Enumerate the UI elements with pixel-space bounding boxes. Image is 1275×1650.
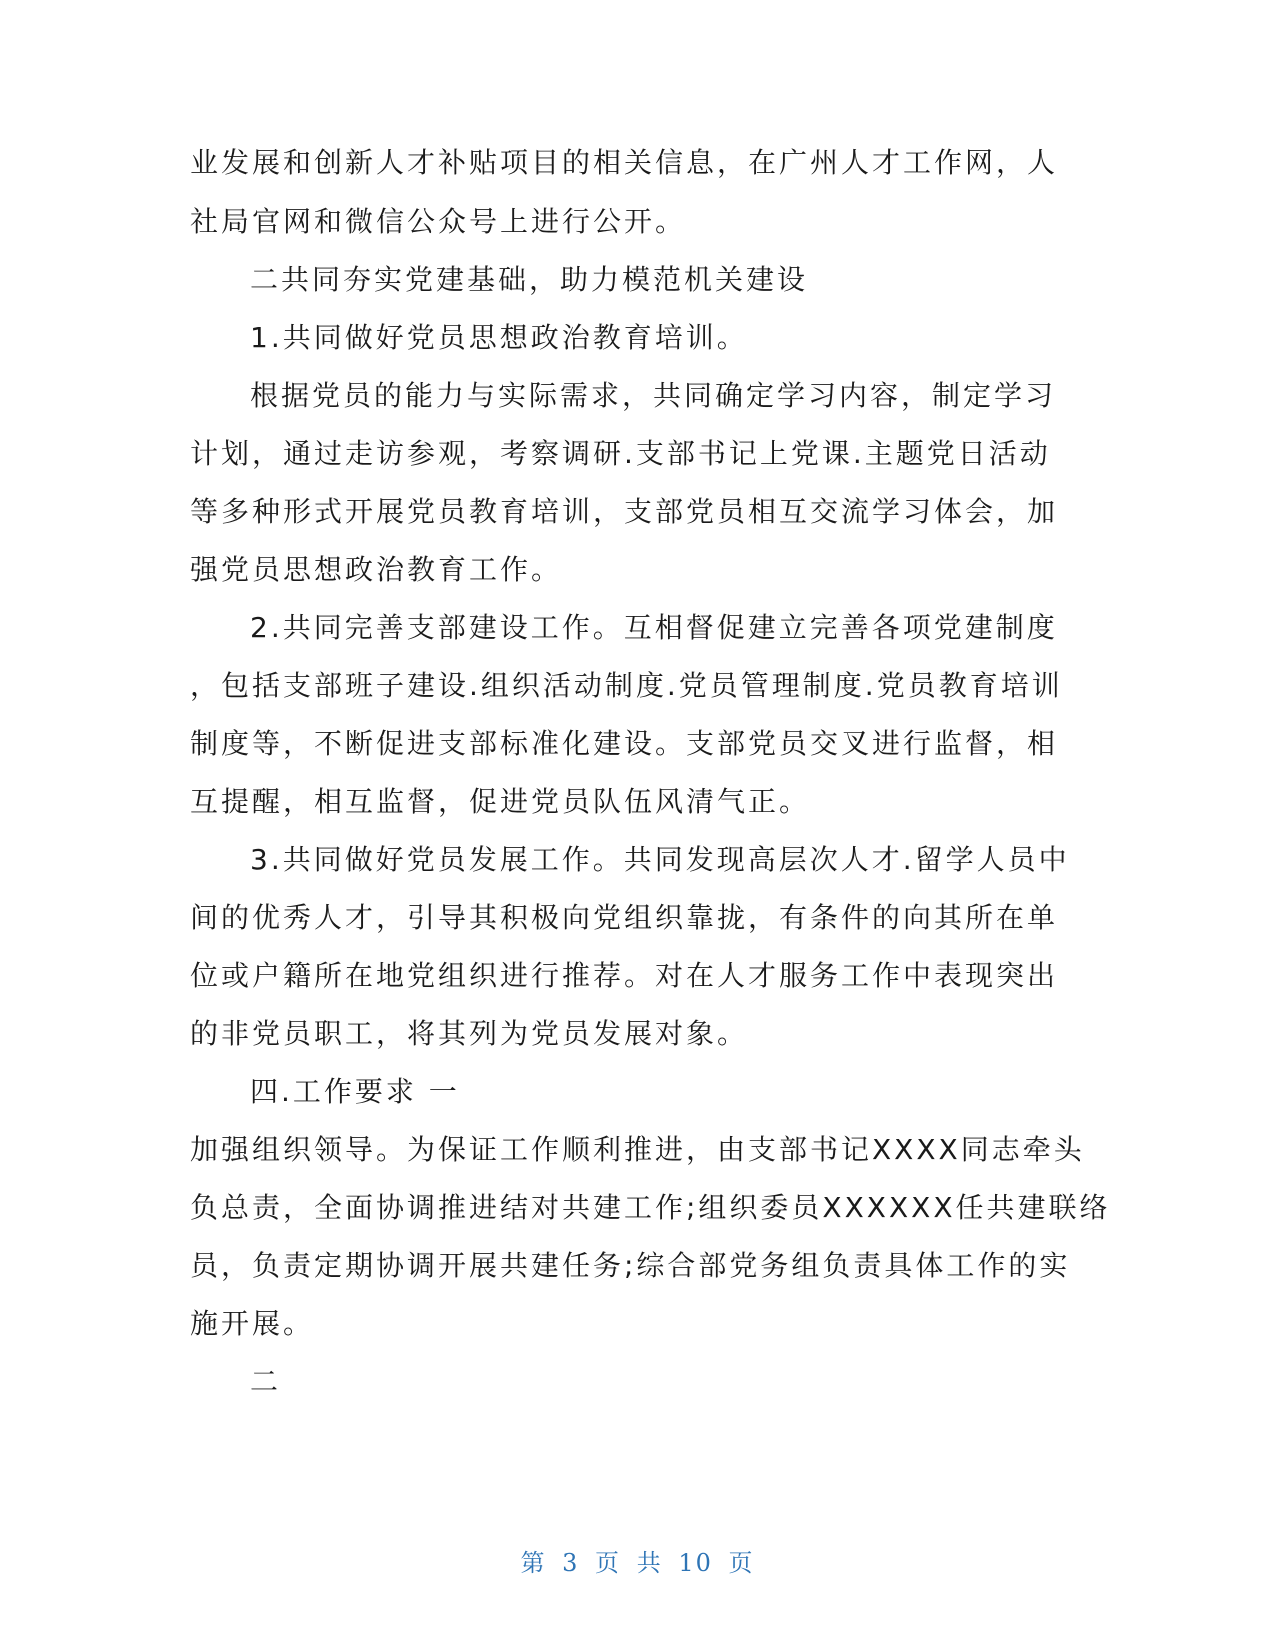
paragraph-line: 加强组织领导。为保证工作顺利推进，由支部书记XXXX同志牵头 xyxy=(190,1133,1085,1166)
paragraph-line: 互提醒，相互监督，促进党员队伍风清气正。 xyxy=(190,785,811,818)
footer-page-unit: 页 xyxy=(595,1549,622,1577)
paragraph-line: 二 xyxy=(250,1365,282,1398)
subsection-heading: 1.共同做好党员思想政治教育培训。 xyxy=(250,321,748,354)
paragraph-line: 3.共同做好党员发展工作。共同发现高层次人才.留学人员中 xyxy=(250,843,1070,876)
footer-page-number: 3 xyxy=(562,1549,580,1577)
paragraph-line: ，包括支部班子建设.组织活动制度.党员管理制度.党员教育培训 xyxy=(190,669,1063,702)
paragraph-line: 位或户籍所在地党组织进行推荐。对在人才服务工作中表现突出 xyxy=(190,959,1059,992)
section-heading: 二共同夯实党建基础，助力模范机关建设 xyxy=(250,263,809,296)
paragraph-line: 制度等，不断促进支部标准化建设。支部党员交叉进行监督，相 xyxy=(190,727,1059,760)
paragraph-line: 等多种形式开展党员教育培训，支部党员相互交流学习体会，加 xyxy=(190,495,1059,528)
footer-suffix: 页 xyxy=(728,1549,755,1577)
paragraph-line: 员，负责定期协调开展共建任务;综合部党务组负责具体工作的实 xyxy=(190,1249,1071,1282)
footer-total-pages: 10 xyxy=(678,1549,713,1577)
paragraph-line: 计划，通过走访参观，考察调研.支部书记上党课.主题党日活动 xyxy=(190,437,1051,470)
paragraph-line: 间的优秀人才，引导其积极向党组织靠拢，有条件的向其所在单 xyxy=(190,901,1059,934)
paragraph-line: 业发展和创新人才补贴项目的相关信息，在广州人才工作网，人 xyxy=(190,146,1059,179)
footer-prefix: 第 xyxy=(520,1549,547,1577)
paragraph-line: 强党员思想政治教育工作。 xyxy=(190,553,563,586)
paragraph-line: 社局官网和微信公众号上进行公开。 xyxy=(190,205,687,238)
paragraph-line: 根据党员的能力与实际需求，共同确定学习内容，制定学习 xyxy=(250,379,1057,412)
footer-total-prefix: 共 xyxy=(636,1549,663,1577)
section-heading: 四.工作要求 一 xyxy=(250,1075,460,1108)
page-footer xyxy=(0,1543,1275,1578)
paragraph-line: 施开展。 xyxy=(190,1307,315,1340)
paragraph-line: 负总责，全面协调推进结对共建工作;组织委员XXXXXX任共建联络 xyxy=(190,1191,1111,1224)
paragraph-line: 2.共同完善支部建设工作。互相督促建立完善各项党建制度 xyxy=(250,611,1058,644)
paragraph-line: 的非党员职工，将其列为党员发展对象。 xyxy=(190,1017,749,1050)
